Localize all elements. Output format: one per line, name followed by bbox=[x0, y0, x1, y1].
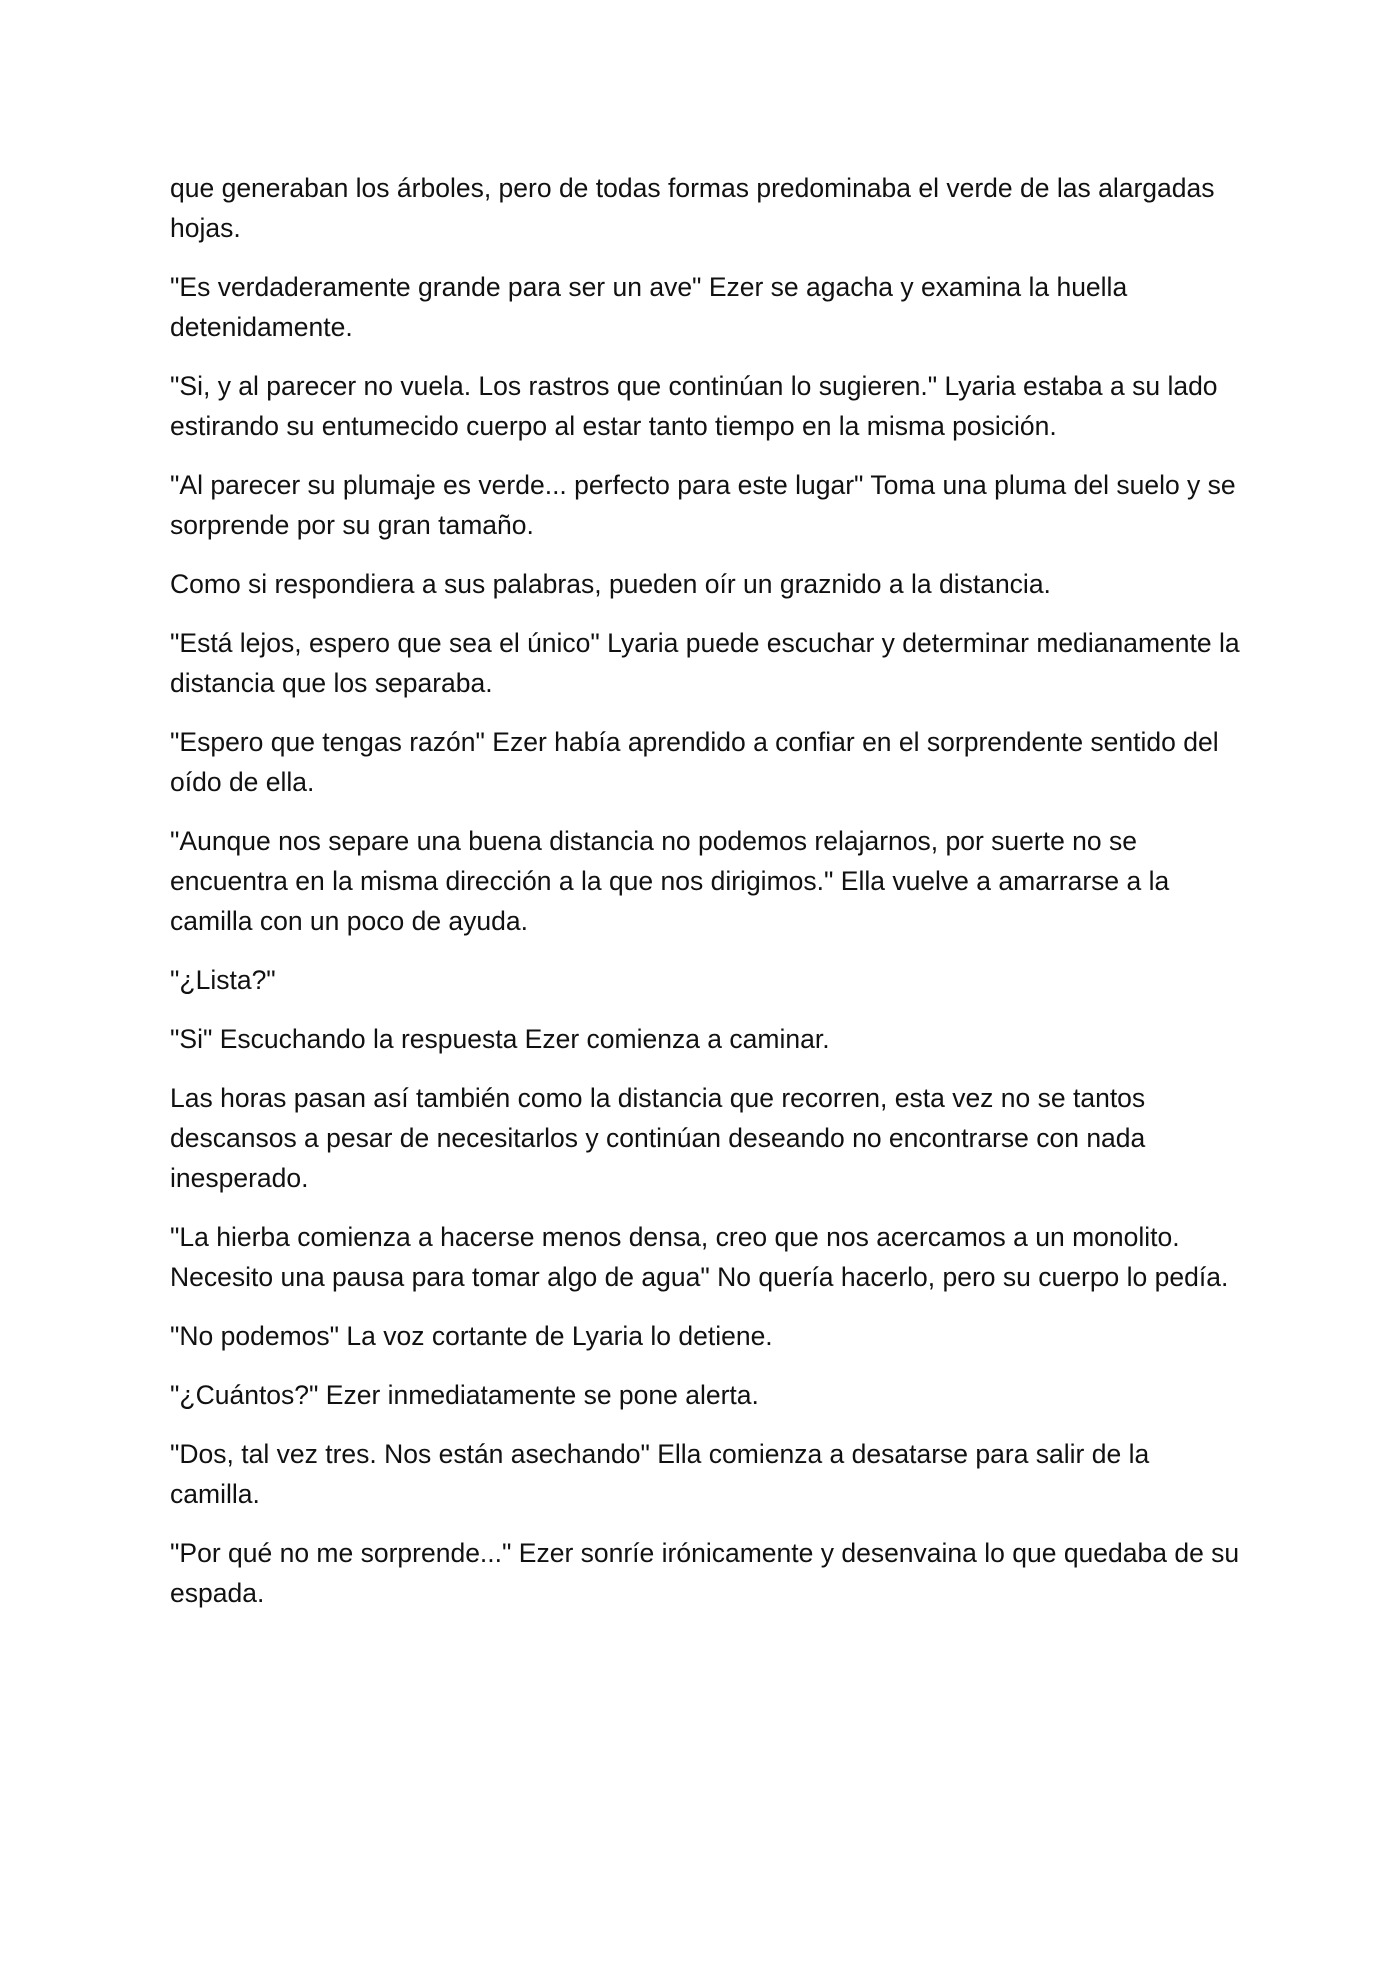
paragraph: "Es verdaderamente grande para ser un ave" Ezer se agacha y examina la huella detenidamente. bbox=[170, 272, 1128, 342]
paragraph: "Dos, tal vez tres. Nos están asechando" Ella comienza a desatarse para salir de la camilla. bbox=[170, 1439, 1150, 1509]
body-text bbox=[170, 168, 1240, 1632]
paragraph: "Por qué no me sorprende..." Ezer sonríe irónicamente y desenvaina lo que quedaba de su espada. bbox=[170, 1538, 1240, 1608]
paragraph: "Espero que tengas razón" Ezer había aprendido a confiar en el sorprendente sentido del oído de ella. bbox=[170, 727, 1219, 797]
paragraph: "Si, y al parecer no vuela. Los rastros que continúan lo sugieren." Lyaria estaba a su lado estirando su entumecido cuerpo al estar tanto tiempo en la misma posición. bbox=[170, 371, 1218, 441]
paragraph: Las horas pasan así también como la distancia que recorren, esta vez no se tantos descansos a pesar de necesitarlos y continúan deseando no encontrarse con nada inesperado. bbox=[170, 1083, 1146, 1193]
paragraph: "¿Cuántos?" Ezer inmediatamente se pone alerta. bbox=[170, 1380, 759, 1410]
paragraph: "La hierba comienza a hacerse menos densa, creo que nos acercamos a un monolito. Necesito una pausa para tomar algo de agua" No quería hacerlo, pero su cuerpo lo pedía. bbox=[170, 1222, 1229, 1292]
paragraph: "Si" Escuchando la respuesta Ezer comienza a caminar. bbox=[170, 1024, 830, 1054]
paragraph: "¿Lista?" bbox=[170, 965, 276, 995]
paragraph: que generaban los árboles, pero de todas formas predominaba el verde de las alargadas hojas. bbox=[170, 173, 1215, 243]
paragraph: "Al parecer su plumaje es verde... perfecto para este lugar" Toma una pluma del suelo y se sorprende por su gran tamaño. bbox=[170, 470, 1236, 540]
paragraph: "Aunque nos separe una buena distancia no podemos relajarnos, por suerte no se encuentra en la misma dirección a la que nos dirigimos." Ella vuelve a amarrarse a la camilla con un poco de ayuda. bbox=[170, 826, 1170, 936]
paragraph: "Está lejos, espero que sea el único" Lyaria puede escuchar y determinar medianamente la distancia que los separaba. bbox=[170, 628, 1240, 698]
paragraph: "No podemos" La voz cortante de Lyaria lo detiene. bbox=[170, 1321, 773, 1351]
paragraph: Como si respondiera a sus palabras, pueden oír un graznido a la distancia. bbox=[170, 569, 1051, 599]
